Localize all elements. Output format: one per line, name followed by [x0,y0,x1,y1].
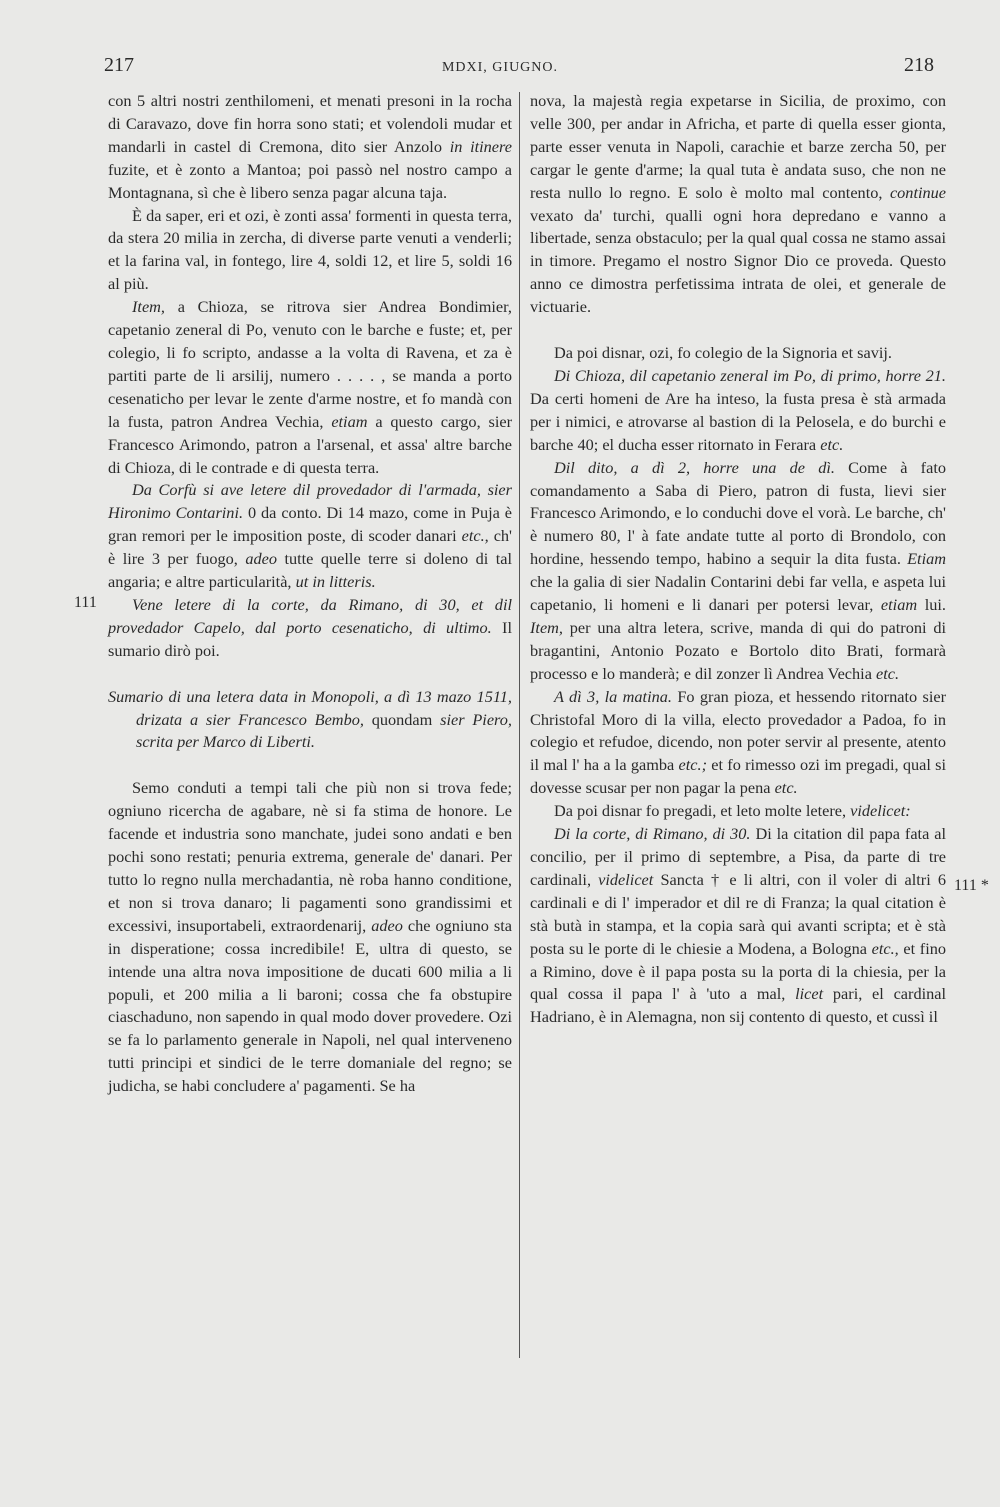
running-title: MDXI, GIUGNO. [441,60,559,75]
paragraph: Da poi disnar, ozi, fo colegio de la Signoria et savij. [554,343,893,363]
paragraph: Item, a Chioza, se ritrova sier Andrea Bondimier, capetanio zeneral di Po, venuto con le barche e fuste; et, per colegio, li fo scripto, andasse a la volta di Ravena, et za è partiti parte de li arsilij, numero . . . . , se manda a porto cesenaticho per levar le zente d'arme nostre, et fo mandà con la fusta, patron Andrea Vechia, etiam a questo cargo, sier Francesco Arimondo, patron a l'arsenal, et assa' altre barche di Chioza, di le contrade e di questa terra. [108,297,512,477]
paragraph: Da poi disnar fo pregadi, et leto molte letere, videlicet: [554,801,911,821]
paragraph: nova, la majestà regia expetarse in Sicilia, de proximo, con velle 300, per andar in Africha, et parte di quella esser gionta, parte esser venuta in Napoli, carachie et barze zercha 50, per cargar le gente d'arme; la qual tuta è andata suso, che non ne resta nullo lo regno. E solo è molto mal contento, continue vexato da' turchi, qualli ogni hora depredano e vanno a libertade, senza obstaculo; per la qual qual cossa ne stamo assai in timore. Pregamo el nostro Signor Dio ce proveda. Questo anno ce dimostra perfetissima intrata de olei, et generale de victuarie. [530,91,946,317]
page-number-right: 218 [904,54,934,76]
paragraph: A dì 3, la matina. Fo gran pioza, et hessendo ritornato sier Christofal Moro di la villa, electo provedador a Padoa, fo in colegio et refudoe, dicendo, non poter servir al presente, atento il mal l' ha a la gamba etc.; et fo rimesso ozi im pregadi, qual si dovesse scusar per non pagar la pena etc. [530,686,946,798]
paragraph: Di Chioza, dil capetanio zeneral im Po, di primo, horre 21. Da certi homeni de Are ha inteso, la fusta presa è stà armada per i nimici, e atrovarse al bastion di la Pelosela, e do burchi e barche 40; el ducha esser ritornato in Ferara etc. [530,365,946,454]
paragraph: Di la corte, di Rimano, di 30. Di la citation dil papa fata al concilio, per il primo di septembre, a Pisa, da parte di tre cardinali, videlicet Sancta † e li altri, con il voler di altri 6 cardinali e di l' imperador et dil re di Franza; la qual citation è stà butà in stampa, et la copia sarà qui avanti scripta; et è stà posta su le porte di le chiesie a Modena, a Bologna etc., et fino a Rimino, dove è il papa posta su la porta di la chiesia, per la qual cossa il papa l' à 'uto a mal, licet pari, el cardinal Hadriano, è in Alemagna, non sij contento di questo, et cussì il [530,824,947,1027]
paragraph: Semo conduti a tempi tali che più non si trova fede; ogniuno ricercha de agabare, nè si fa stima de honore. Le facende et industria sono manchate, judei sono andati e ben pochi sono restati; penuria extrema, generale de' danari. Per tutto lo regno nulla merchadantia, nè roba hanno conditione, et non si trova danaro; li pagamenti sono grandissimi et excessivi, insuportabeli, extraordenarij, adeo che ogniuno sta in disperatione; cossa incredibile! E, ultra di questo, se intende una altra nova impositione de ducati 600 milia a li populi, et 200 milia a li baroni; cossa che fa obstupire ciaschaduno, non sapendo in qual modo dover provedere. Ozi se fa lo parlamento generale in Napoli, nel qual interveneno tutti principi et sindici de le terre domaniale del regno; se judicha, se habi concludere a' pagamenti. Se ha [108,778,512,1096]
paragraph: Vene letere di la corte, da Rimano, di 30, et dil provedador Capelo, dal porto cesenaticho, di ultimo. Il sumario dirò poi. [108,594,512,660]
page-number-left: 217 [104,54,134,76]
paragraph: Dil dito, a dì 2, horre una de dì. Come à fato comandamento a Saba di Piero, patron di fusta, lievi sier Francesco Arimondo, e lo conduchi dove el vorà. Le barche, ch' è numero 80, l' à fate andate tutte al porto di Brondolo, con hordine, hessendo tempo, habino a sequir la dita fusta. Etiam che la galia di sier Nadalin Contarini debi far vella, e aspeta lui capetanio, li homeni e li danari per potersi levar, etiam lui. Item, per una altra letera, scrive, manda di qui do patroni di bragantini, Antonio Pozato e Bortolo dito Brati, formarà processo e lo manderà; e dil zonzer lì Andrea Vechia etc. [530,457,946,683]
paragraph: con 5 altri nostri zenthilomeni, et menati presoni in la rocha di Caravazo, dove fin horra sono stati; et volendoli mudar et mandarli in castel di Cremona, dito sier Anzolo in itinere fuzite, et è zonto a Mantoa; poi passò nel nostro campo a Montagnana, sì che è libero senza pagar alcuna taja. [108,91,512,202]
margin-marker-left: 111 [74,594,97,611]
left-column [108,90,512,1098]
right-column [530,90,946,1029]
paragraph: Da Corfù si ave letere dil provedador di l'armada, sier Hironimo Contarini. 0 da conto. Di 14 mazo, come in Puja è gran remori per le imposition poste, di scoder danari etc., ch' è lire 3 per fuogo, adeo tutte quelle terre si doleno di tal angaria; e altre particularità, ut in litteris. [108,480,513,592]
summary-heading: Sumario di una letera data in Monopoli, a dì 13 mazo 1511, drizata a sier Francesco Bembo, quondam sier Piero, scrita per Marco di Liberti. [108,686,512,752]
column-divider [519,92,520,1358]
paragraph: È da saper, eri et ozi, è zonti assa' formenti in questa terra, da stera 20 milia in zercha, di diverse parte venuti a venderli; et la farina val, in fontego, lire 4, soldi 12, et lire 5, soldi 16 al più. [108,205,512,294]
margin-marker-right: 111 * [954,877,989,894]
